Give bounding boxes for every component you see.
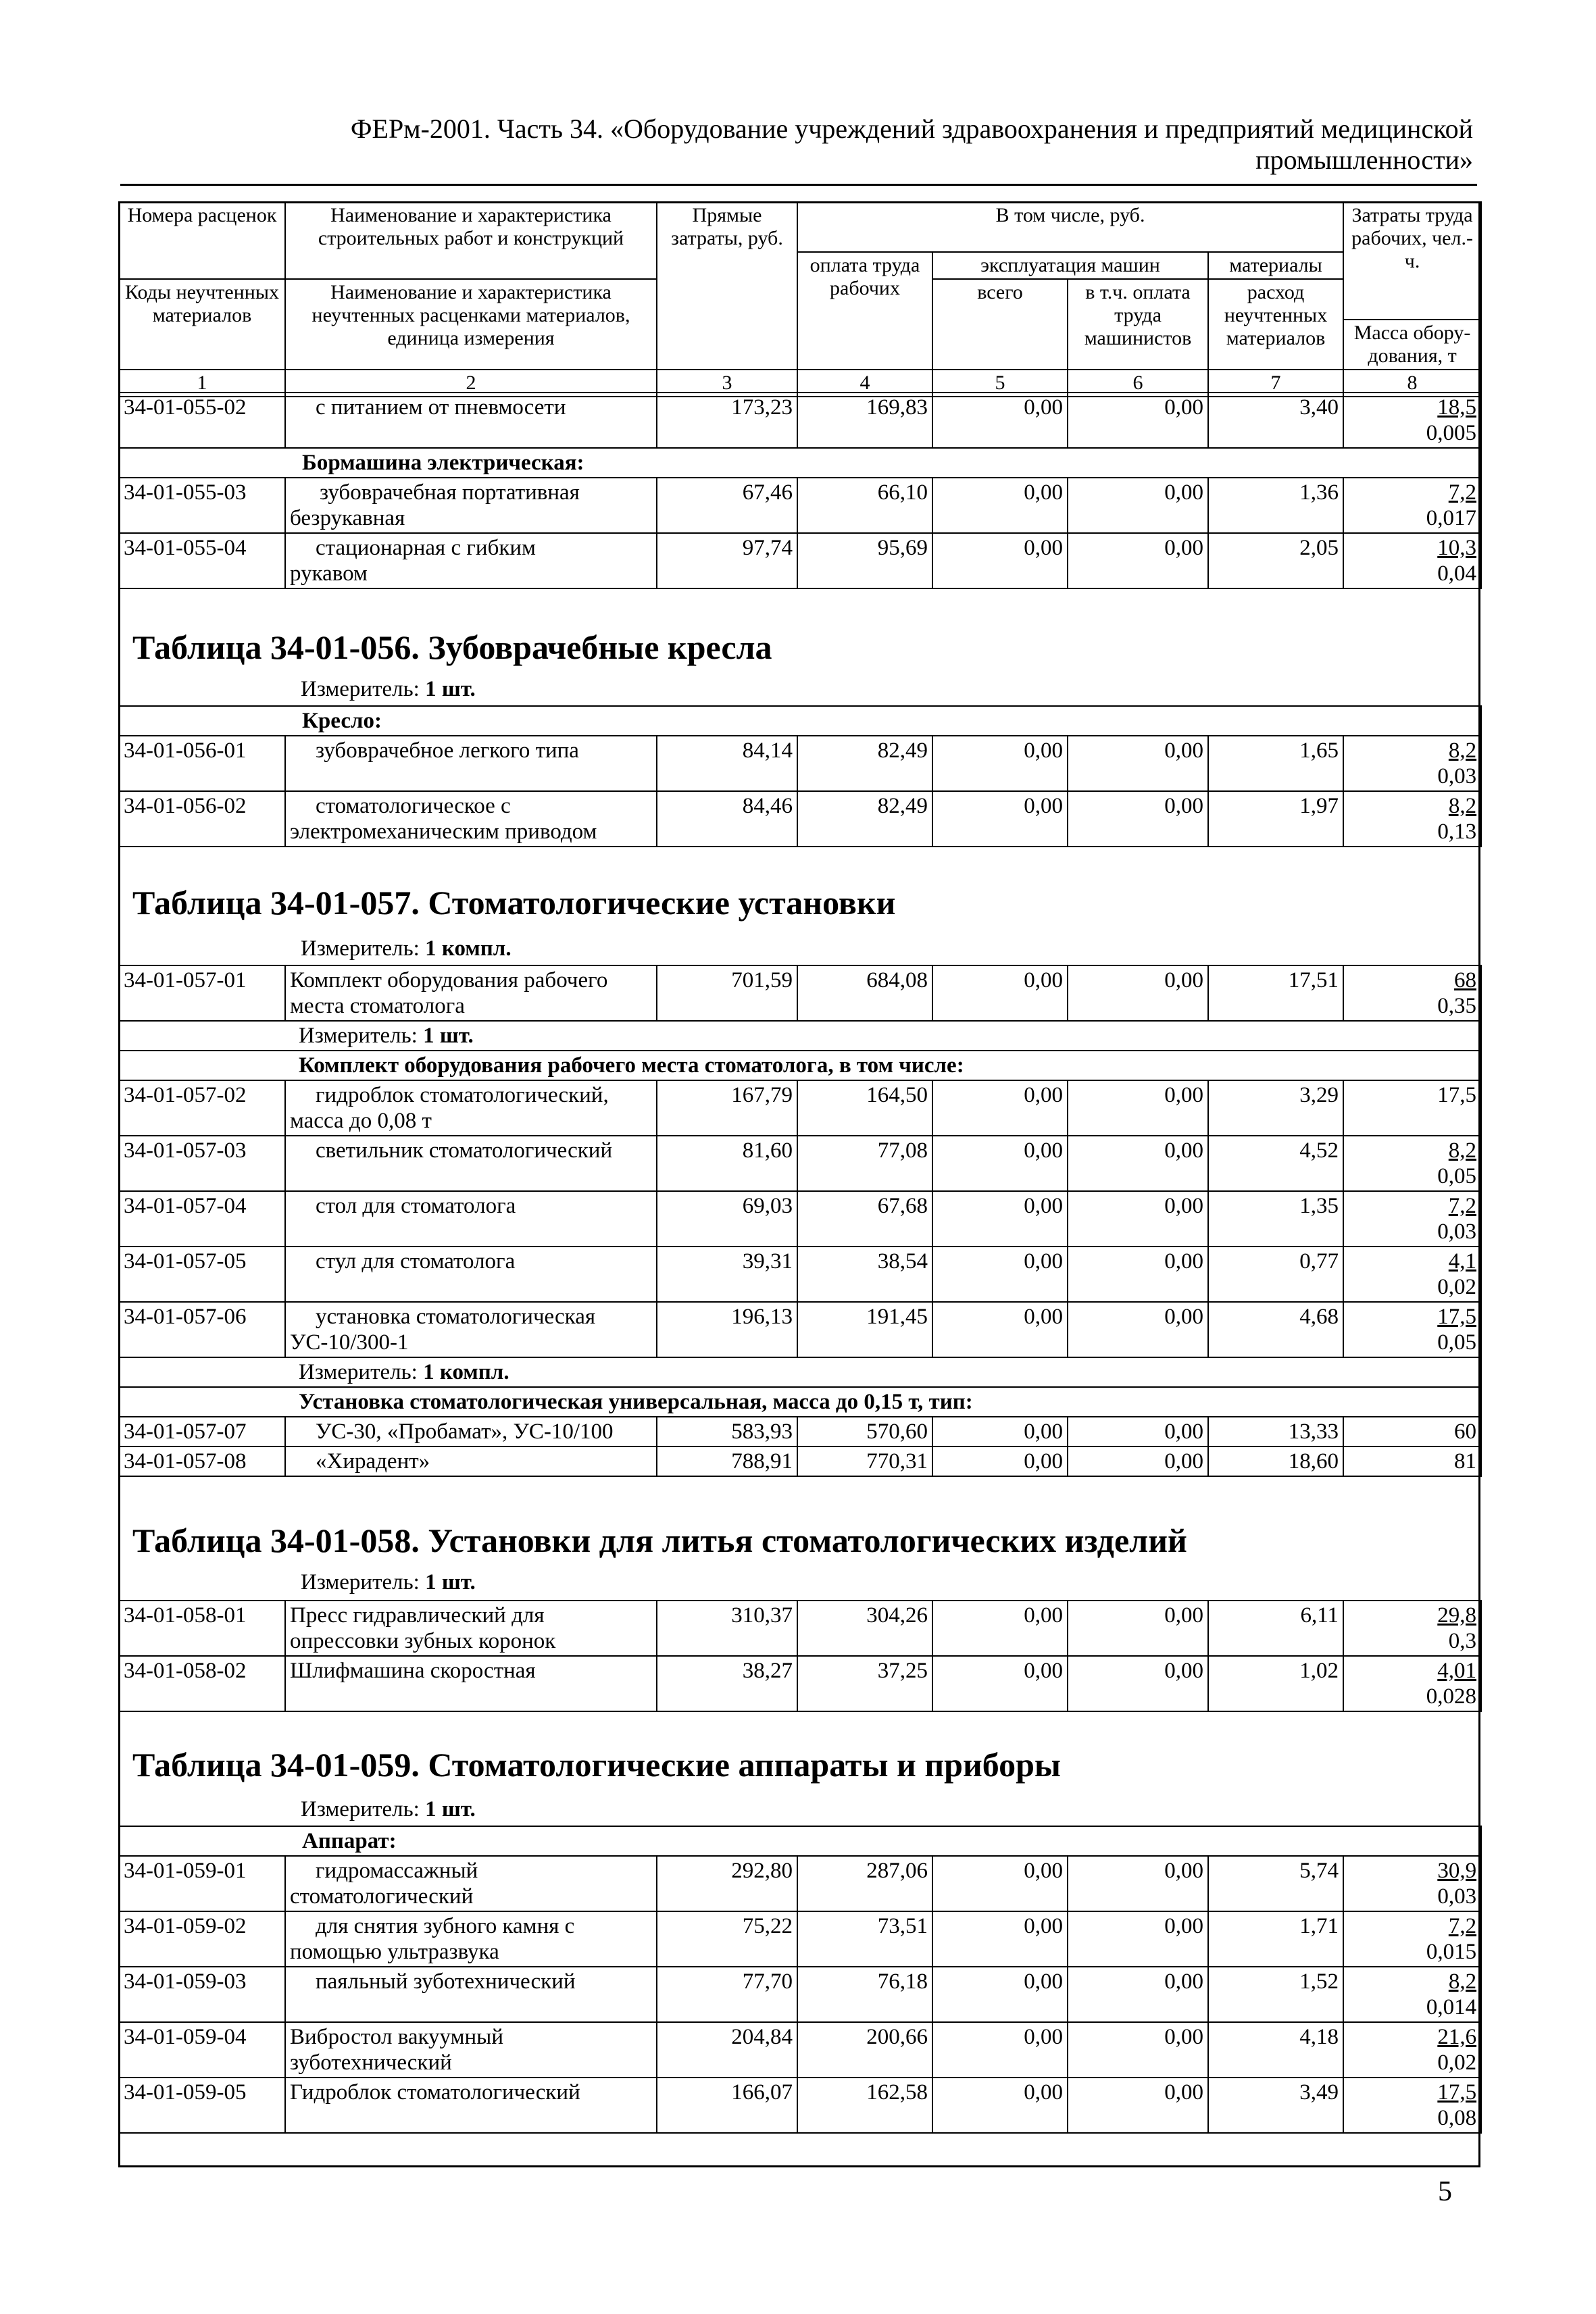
labor-mass: 81 (1343, 1447, 1481, 1476)
col-code-bot: Коды неучтенных материалов (119, 279, 285, 370)
machines-total: 0,00 (932, 2022, 1068, 2078)
machines-total: 0,00 (932, 393, 1068, 448)
materials-cost: 1,65 (1208, 736, 1343, 791)
labor-mass: 4,1 0,02 (1343, 1247, 1481, 1302)
rate-name: зубоврачебная портативная безрукавная (285, 478, 657, 533)
machines-total: 0,00 (932, 2078, 1068, 2133)
table-057-title: Таблица 34-01-057. Стоматологические установки (132, 884, 896, 922)
table-055 (118, 392, 1482, 589)
wage-cost: 66,10 (797, 478, 932, 533)
table-row (119, 1136, 1481, 1191)
table-row (119, 791, 1481, 847)
materials-cost: 4,52 (1208, 1136, 1343, 1191)
table-row (119, 1656, 1481, 1711)
machines-wage: 0,00 (1068, 478, 1208, 533)
labor-mass: 8,2 0,13 (1343, 791, 1481, 847)
group-label-row (119, 706, 1481, 736)
rate-code: 34-01-059-04 (119, 2022, 285, 2078)
direct-cost: 38,27 (657, 1656, 797, 1711)
table-row (119, 1601, 1481, 1656)
group-label: Комплект оборудования рабочего места стоматолога, в том числе: (119, 1051, 1481, 1080)
table-row (119, 533, 1481, 588)
rate-code: 34-01-055-02 (119, 393, 285, 448)
wage-cost: 304,26 (797, 1601, 932, 1656)
header-line-1: ФЕРм-2001. Часть 34. «Оборудование учреждений здравоохранения и предприятий медицинской (350, 114, 1473, 144)
col-num: 7 (1208, 370, 1343, 397)
col-name-top: Наименование и характеристика строительных работ и конструкций (285, 202, 657, 279)
machines-wage: 0,00 (1068, 1080, 1208, 1136)
col-labor-top: Затраты труда рабочих, чел.-ч. (1343, 202, 1481, 320)
machines-wage: 0,00 (1068, 1856, 1208, 1911)
rate-code: 34-01-057-07 (119, 1417, 285, 1447)
labor-mass: 8,2 0,03 (1343, 736, 1481, 791)
page-number: 5 (1438, 2176, 1452, 2207)
direct-cost: 583,93 (657, 1417, 797, 1447)
rate-name: с питанием от пневмосети (285, 393, 657, 448)
wage-cost: 77,08 (797, 1136, 932, 1191)
machines-total: 0,00 (932, 533, 1068, 588)
labor-mass: 30,9 0,03 (1343, 1856, 1481, 1911)
direct-cost: 97,74 (657, 533, 797, 588)
labor-mass: 17,5 0,08 (1343, 2078, 1481, 2133)
labor-mass: 7,2 0,015 (1343, 1911, 1481, 1967)
rate-code: 34-01-057-01 (119, 965, 285, 1021)
wage-cost: 169,83 (797, 393, 932, 448)
machines-wage: 0,00 (1068, 736, 1208, 791)
labor-mass: 21,6 0,02 (1343, 2022, 1481, 2078)
materials-cost: 1,97 (1208, 791, 1343, 847)
machines-total: 0,00 (932, 1967, 1068, 2022)
col-num: 5 (932, 370, 1068, 397)
machines-wage: 0,00 (1068, 1447, 1208, 1476)
rate-code: 34-01-057-02 (119, 1080, 285, 1136)
machines-total: 0,00 (932, 1302, 1068, 1357)
direct-cost: 204,84 (657, 2022, 797, 2078)
wage-cost: 191,45 (797, 1302, 932, 1357)
table-059 (118, 1826, 1482, 2134)
col-labor-bot: Масса обору-дования, т (1343, 320, 1481, 370)
col-incl: В том числе, руб. (797, 202, 1343, 252)
wage-cost: 67,68 (797, 1191, 932, 1247)
table-059-title: Таблица 34-01-059. Стоматологические аппараты и приборы (132, 1746, 1061, 1784)
rate-name: стационарная с гибким рукавом (285, 533, 657, 588)
machines-wage: 0,00 (1068, 1656, 1208, 1711)
page-header (324, 114, 1473, 176)
table-row (119, 1417, 1481, 1447)
materials-cost: 3,49 (1208, 2078, 1343, 2133)
table-row (119, 1080, 1481, 1136)
machines-wage: 0,00 (1068, 2078, 1208, 2133)
column-header-table (118, 201, 1482, 397)
wage-cost: 200,66 (797, 2022, 932, 2078)
rate-name: гидроблок стоматологический, масса до 0,08 т (285, 1080, 657, 1136)
direct-cost: 67,46 (657, 478, 797, 533)
rate-name: Пресс гидравлический для опрессовки зубных коронок (285, 1601, 657, 1656)
table-row (119, 1911, 1481, 1967)
wage-cost: 73,51 (797, 1911, 932, 1967)
wage-cost: 76,18 (797, 1967, 932, 2022)
header-rule (120, 184, 1477, 186)
rate-name: стул для стоматолога (285, 1247, 657, 1302)
table-058 (118, 1600, 1482, 1712)
labor-mass: 7,2 0,017 (1343, 478, 1481, 533)
unit-row (119, 1021, 1481, 1051)
table-row (119, 393, 1481, 448)
rate-code: 34-01-057-05 (119, 1247, 285, 1302)
group-label: Установка стоматологическая универсальная, масса до 0,15 т, тип: (119, 1387, 1481, 1417)
col-name-bot: Наименование и характеристика неучтенных расценками материалов, единица измерения (285, 279, 657, 370)
group-label: Аппарат: (119, 1826, 1481, 1856)
machines-total: 0,00 (932, 1080, 1068, 1136)
direct-cost: 81,60 (657, 1136, 797, 1191)
machines-wage: 0,00 (1068, 533, 1208, 588)
col-code-top: Номера расценок (119, 202, 285, 279)
machines-wage: 0,00 (1068, 791, 1208, 847)
table-row (119, 965, 1481, 1021)
table-row (119, 1302, 1481, 1357)
machines-wage: 0,00 (1068, 1967, 1208, 2022)
machines-total: 0,00 (932, 1447, 1068, 1476)
table-row (119, 1247, 1481, 1302)
materials-cost: 18,60 (1208, 1447, 1343, 1476)
direct-cost: 310,37 (657, 1601, 797, 1656)
materials-cost: 4,18 (1208, 2022, 1343, 2078)
wage-cost: 95,69 (797, 533, 932, 588)
col-num: 2 (285, 370, 657, 397)
machines-wage: 0,00 (1068, 965, 1208, 1021)
wage-cost: 164,50 (797, 1080, 932, 1136)
direct-cost: 69,03 (657, 1191, 797, 1247)
col-num: 1 (119, 370, 285, 397)
wage-cost: 82,49 (797, 736, 932, 791)
labor-mass: 68 0,35 (1343, 965, 1481, 1021)
col-num: 4 (797, 370, 932, 397)
rate-code: 34-01-055-03 (119, 478, 285, 533)
materials-cost: 1,52 (1208, 1967, 1343, 2022)
direct-cost: 84,14 (657, 736, 797, 791)
direct-cost: 788,91 (657, 1447, 797, 1476)
col-num: 3 (657, 370, 797, 397)
wage-cost: 287,06 (797, 1856, 932, 1911)
rate-code: 34-01-055-04 (119, 533, 285, 588)
machines-wage: 0,00 (1068, 1191, 1208, 1247)
materials-cost: 6,11 (1208, 1601, 1343, 1656)
wage-cost: 570,60 (797, 1417, 932, 1447)
col-machines-wage: в т.ч. оплата труда машинистов (1068, 279, 1208, 370)
wage-cost: 37,25 (797, 1656, 932, 1711)
rate-code: 34-01-056-02 (119, 791, 285, 847)
direct-cost: 196,13 (657, 1302, 797, 1357)
materials-cost: 1,36 (1208, 478, 1343, 533)
labor-mass: 18,5 0,005 (1343, 393, 1481, 448)
rate-name: зубоврачебное легкого типа (285, 736, 657, 791)
machines-wage: 0,00 (1068, 1417, 1208, 1447)
group-label-row (119, 448, 1481, 478)
wage-cost: 162,58 (797, 2078, 932, 2133)
labor-mass: 4,01 0,028 (1343, 1656, 1481, 1711)
col-materials: материалы (1208, 252, 1343, 279)
rate-code: 34-01-059-02 (119, 1911, 285, 1967)
wage-cost: 38,54 (797, 1247, 932, 1302)
materials-cost: 13,33 (1208, 1417, 1343, 1447)
direct-cost: 173,23 (657, 393, 797, 448)
machines-total: 0,00 (932, 478, 1068, 533)
labor-mass: 60 (1343, 1417, 1481, 1447)
group-label-row (119, 1826, 1481, 1856)
rate-name: установка стоматологическая УС-10/300-1 (285, 1302, 657, 1357)
rate-code: 34-01-059-01 (119, 1856, 285, 1911)
materials-cost: 1,71 (1208, 1911, 1343, 1967)
labor-mass: 17,5 0,05 (1343, 1302, 1481, 1357)
rate-code: 34-01-056-01 (119, 736, 285, 791)
direct-cost: 701,59 (657, 965, 797, 1021)
wage-cost: 684,08 (797, 965, 932, 1021)
col-num: 8 (1343, 370, 1481, 397)
group-label-row (119, 1051, 1481, 1080)
machines-total: 0,00 (932, 1856, 1068, 1911)
rate-name: Вибростол вакуумный зуботехнический (285, 2022, 657, 2078)
rate-name: Комплект оборудования рабочего места стоматолога (285, 965, 657, 1021)
rate-name: стол для стоматолога (285, 1191, 657, 1247)
rate-code: 34-01-057-08 (119, 1447, 285, 1476)
table-057-unit-2: Измеритель: 1 шт. (119, 1021, 1481, 1051)
col-wage: оплата труда рабочих (797, 252, 932, 370)
wage-cost: 82,49 (797, 791, 932, 847)
rate-name: Шлифмашина скоростная (285, 1656, 657, 1711)
unit-row (119, 1357, 1481, 1387)
rate-name: светильник стоматологический (285, 1136, 657, 1191)
table-row (119, 1447, 1481, 1476)
table-row (119, 2022, 1481, 2078)
materials-cost: 4,68 (1208, 1302, 1343, 1357)
materials-cost: 3,40 (1208, 393, 1343, 448)
group-label: Бормашина электрическая: (119, 448, 1481, 478)
table-058-unit: Измеритель: 1 шт. (301, 1570, 476, 1594)
materials-cost: 17,51 (1208, 965, 1343, 1021)
table-056 (118, 705, 1482, 847)
machines-wage: 0,00 (1068, 1302, 1208, 1357)
materials-cost: 2,05 (1208, 533, 1343, 588)
machines-total: 0,00 (932, 1601, 1068, 1656)
direct-cost: 77,70 (657, 1967, 797, 2022)
rate-code: 34-01-059-03 (119, 1967, 285, 2022)
machines-total: 0,00 (932, 1247, 1068, 1302)
machines-total: 0,00 (932, 1911, 1068, 1967)
machines-total: 0,00 (932, 1136, 1068, 1191)
machines-total: 0,00 (932, 791, 1068, 847)
labor-mass: 17,5 (1343, 1080, 1481, 1136)
col-machines: эксплуатация машин (932, 252, 1208, 279)
machines-wage: 0,00 (1068, 1247, 1208, 1302)
rate-name: стоматологическое с электромеханическим приводом (285, 791, 657, 847)
labor-mass: 8,2 0,05 (1343, 1136, 1481, 1191)
rate-name: «Хирадент» (285, 1447, 657, 1476)
direct-cost: 75,22 (657, 1911, 797, 1967)
rate-name: паяльный зуботехнический (285, 1967, 657, 2022)
rate-name: Гидроблок стоматологический (285, 2078, 657, 2133)
direct-cost: 84,46 (657, 791, 797, 847)
machines-total: 0,00 (932, 1191, 1068, 1247)
direct-cost: 167,79 (657, 1080, 797, 1136)
table-059-unit: Измеритель: 1 шт. (301, 1797, 476, 1821)
machines-total: 0,00 (932, 1417, 1068, 1447)
rate-code: 34-01-057-03 (119, 1136, 285, 1191)
rate-code: 34-01-058-01 (119, 1601, 285, 1656)
rate-name: для снятия зубного камня с помощью ультразвука (285, 1911, 657, 1967)
table-row (119, 1967, 1481, 2022)
materials-cost: 3,29 (1208, 1080, 1343, 1136)
table-row (119, 2078, 1481, 2133)
rate-name: гидромассажный стоматологический (285, 1856, 657, 1911)
direct-cost: 292,80 (657, 1856, 797, 1911)
group-label-row (119, 1387, 1481, 1417)
group-label: Кресло: (119, 706, 1481, 736)
rate-code: 34-01-057-06 (119, 1302, 285, 1357)
labor-mass: 10,3 0,04 (1343, 533, 1481, 588)
materials-cost: 5,74 (1208, 1856, 1343, 1911)
table-row (119, 478, 1481, 533)
rate-name: УС-30, «Пробамат», УС-10/100 (285, 1417, 657, 1447)
table-057 (118, 965, 1482, 1477)
table-056-title: Таблица 34-01-056. Зубоврачебные кресла (132, 628, 772, 666)
wage-cost: 770,31 (797, 1447, 932, 1476)
machines-wage: 0,00 (1068, 393, 1208, 448)
materials-cost: 1,02 (1208, 1656, 1343, 1711)
materials-cost: 0,77 (1208, 1247, 1343, 1302)
rate-code: 34-01-058-02 (119, 1656, 285, 1711)
machines-total: 0,00 (932, 965, 1068, 1021)
labor-mass: 29,8 0,3 (1343, 1601, 1481, 1656)
table-row (119, 736, 1481, 791)
rate-code: 34-01-059-05 (119, 2078, 285, 2133)
machines-wage: 0,00 (1068, 1911, 1208, 1967)
table-row (119, 1191, 1481, 1247)
rate-code: 34-01-057-04 (119, 1191, 285, 1247)
table-056-unit: Измеритель: 1 шт. (301, 677, 476, 701)
machines-total: 0,00 (932, 1656, 1068, 1711)
table-row (119, 1856, 1481, 1911)
machines-wage: 0,00 (1068, 1136, 1208, 1191)
col-materials-sub: расход неучтенных материалов (1208, 279, 1343, 370)
materials-cost: 1,35 (1208, 1191, 1343, 1247)
table-057-unit-3: Измеритель: 1 компл. (119, 1357, 1481, 1387)
col-direct: Прямые затраты, руб. (657, 202, 797, 370)
header-line-2: промышленности» (1255, 145, 1473, 175)
table-057-unit-1: Измеритель: 1 компл. (301, 936, 512, 961)
labor-mass: 8,2 0,014 (1343, 1967, 1481, 2022)
direct-cost: 166,07 (657, 2078, 797, 2133)
table-058-title: Таблица 34-01-058. Установки для литья стоматологических изделий (132, 1521, 1187, 1559)
machines-total: 0,00 (932, 736, 1068, 791)
labor-mass: 7,2 0,03 (1343, 1191, 1481, 1247)
col-num: 6 (1068, 370, 1208, 397)
machines-wage: 0,00 (1068, 2022, 1208, 2078)
col-machines-total: всего (932, 279, 1068, 370)
direct-cost: 39,31 (657, 1247, 797, 1302)
machines-wage: 0,00 (1068, 1601, 1208, 1656)
